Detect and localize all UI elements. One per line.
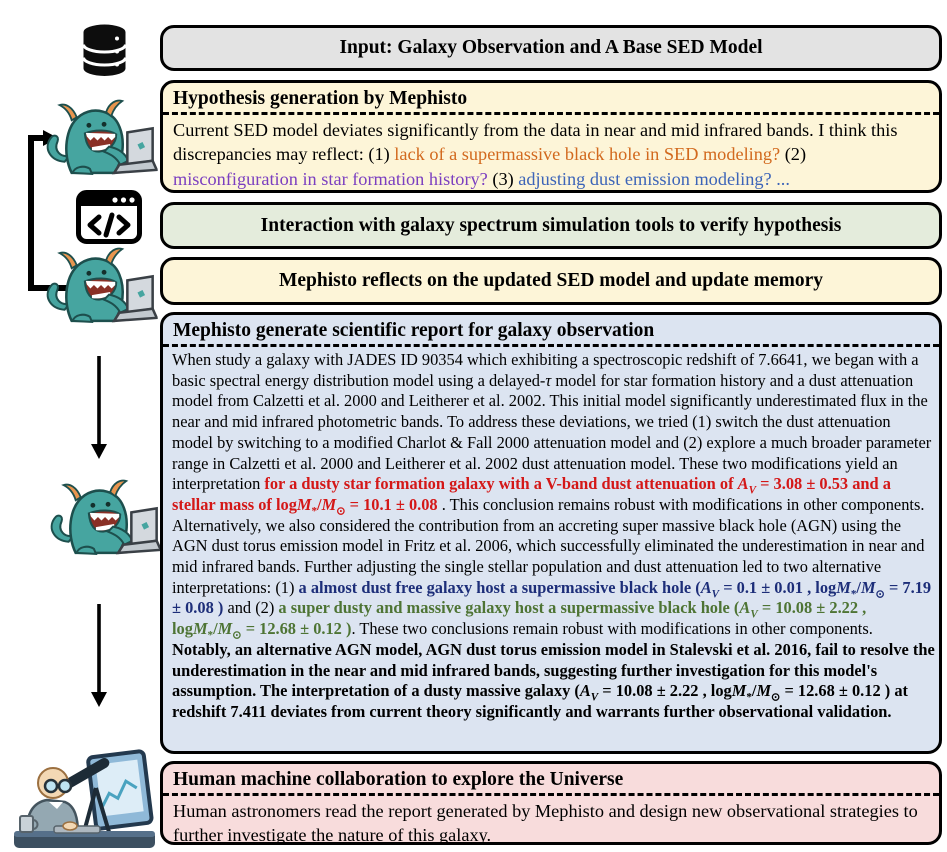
human-collaboration-box — [160, 761, 942, 845]
mephisto-monster-icon-3 — [42, 478, 162, 563]
mephisto-monster-icon-1 — [38, 98, 158, 183]
report-box — [160, 312, 942, 754]
database-icon — [82, 24, 127, 77]
flow-down-arrow-1 — [91, 356, 107, 459]
hypothesis-box — [160, 80, 942, 193]
input-box — [160, 25, 942, 71]
interaction-box-title: Interaction with galaxy spectrum simulation tools to verify hypothesis — [260, 214, 842, 236]
human-collaboration-box-body: Human astronomers read the report generated by Mephisto and design new observational strategies to further investigate the nature of this galaxy. — [173, 801, 918, 846]
interaction-box — [160, 202, 942, 249]
input-box-title: Input: Galaxy Observation and A Base SED Model — [339, 37, 763, 58]
report-box-body: When study a galaxy with JADES ID 90354 which exhibiting a spectroscopic redshift of 7.6641, we began with a basic spectral energy distribution model using a delayed-τ model for star formation history and a dust attenuation model from Calzetti et al. 2000 and Leitherer et al. 2002. This initial model significantly underestimated flux in the near and mid infrared photometric bands. To address these deviations, we tried (1) switch the dust attenuation model by switching to a modified Charlot & Fall 2000 attenuation model and (2) explore a much broader parameter range in Calzetti et al. 2000 and Leitherer et al. 2002 dust attenuation model. These two modifications yield an interpretation for a dusty star formation galaxy with a V-band dust attenuation of $A_V = 3.08 \pm 0.53$ and a stellar mass of $\log M_*/M_⊙ = 10.1 \pm 0.08$ . This conclusion remains robust with modifications in other components. Alternatively, we also considered the contribution from an accreting super massive black hole (AGN) using the AGN dust torus emission model in Fritz et al. 2006, which successfully eliminated the underestimation in near and mid infrared bands. Further adjusting the single stellar population and dust attenuation led to two alternative interpretations: (1) a almost dust free galaxy host a supermassive black hole ($A_V = 0.1 \pm 0.01$ , $\log M_*/M_⊙ = 7.19 \pm 0.08$ ) and (2) a super dusty and massive galaxy host a supermassive black hole ($A_V = 10.08 \pm 2.22$ , $\log M_*/M_⊙ = 12.68 \pm 0.12$ ). These two conclusions remain robust with modifications in other components. Notably, an alternative AGN model, AGN dust torus emission model in Stalevski et al. 2016, fail to resolve the underestimation in the near and mid infrared bands, suggesting further investigation for this model's assumption. The interpretation of a dusty massive galaxy ($A_V = 10.08 \pm 2.22$ , $\log M_*/M_⊙ = 12.68 \pm 0.12$ ) at redshift 7.411 deviates from current theory significantly and warrants further observational validation. — [172, 350, 935, 721]
mephisto-monster-icon-2 — [38, 246, 158, 331]
hypothesis-box-title: Hypothesis generation by Mephisto — [163, 83, 939, 115]
reflection-box-title: Mephisto reflects on the updated SED model and update memory — [278, 270, 824, 291]
hypothesis-box-body: Current SED model deviates significantly from the data in near and mid infrared bands. I think this discrepancies may reflect: (1) lack of a supermassive black hole in SED modeling? (2) misconfiguration in star formation history? (3) adjusting dust emission modeling? ... — [173, 120, 898, 189]
report-box-title: Mephisto generate scientific report for galaxy observation — [163, 315, 939, 347]
flow-down-arrow-2 — [91, 604, 107, 707]
code-window-icon — [76, 190, 142, 244]
human-astronomer-icon — [12, 746, 157, 850]
reflection-box — [160, 257, 942, 305]
human-collaboration-box-title: Human machine collaboration to explore the Universe — [163, 764, 939, 796]
